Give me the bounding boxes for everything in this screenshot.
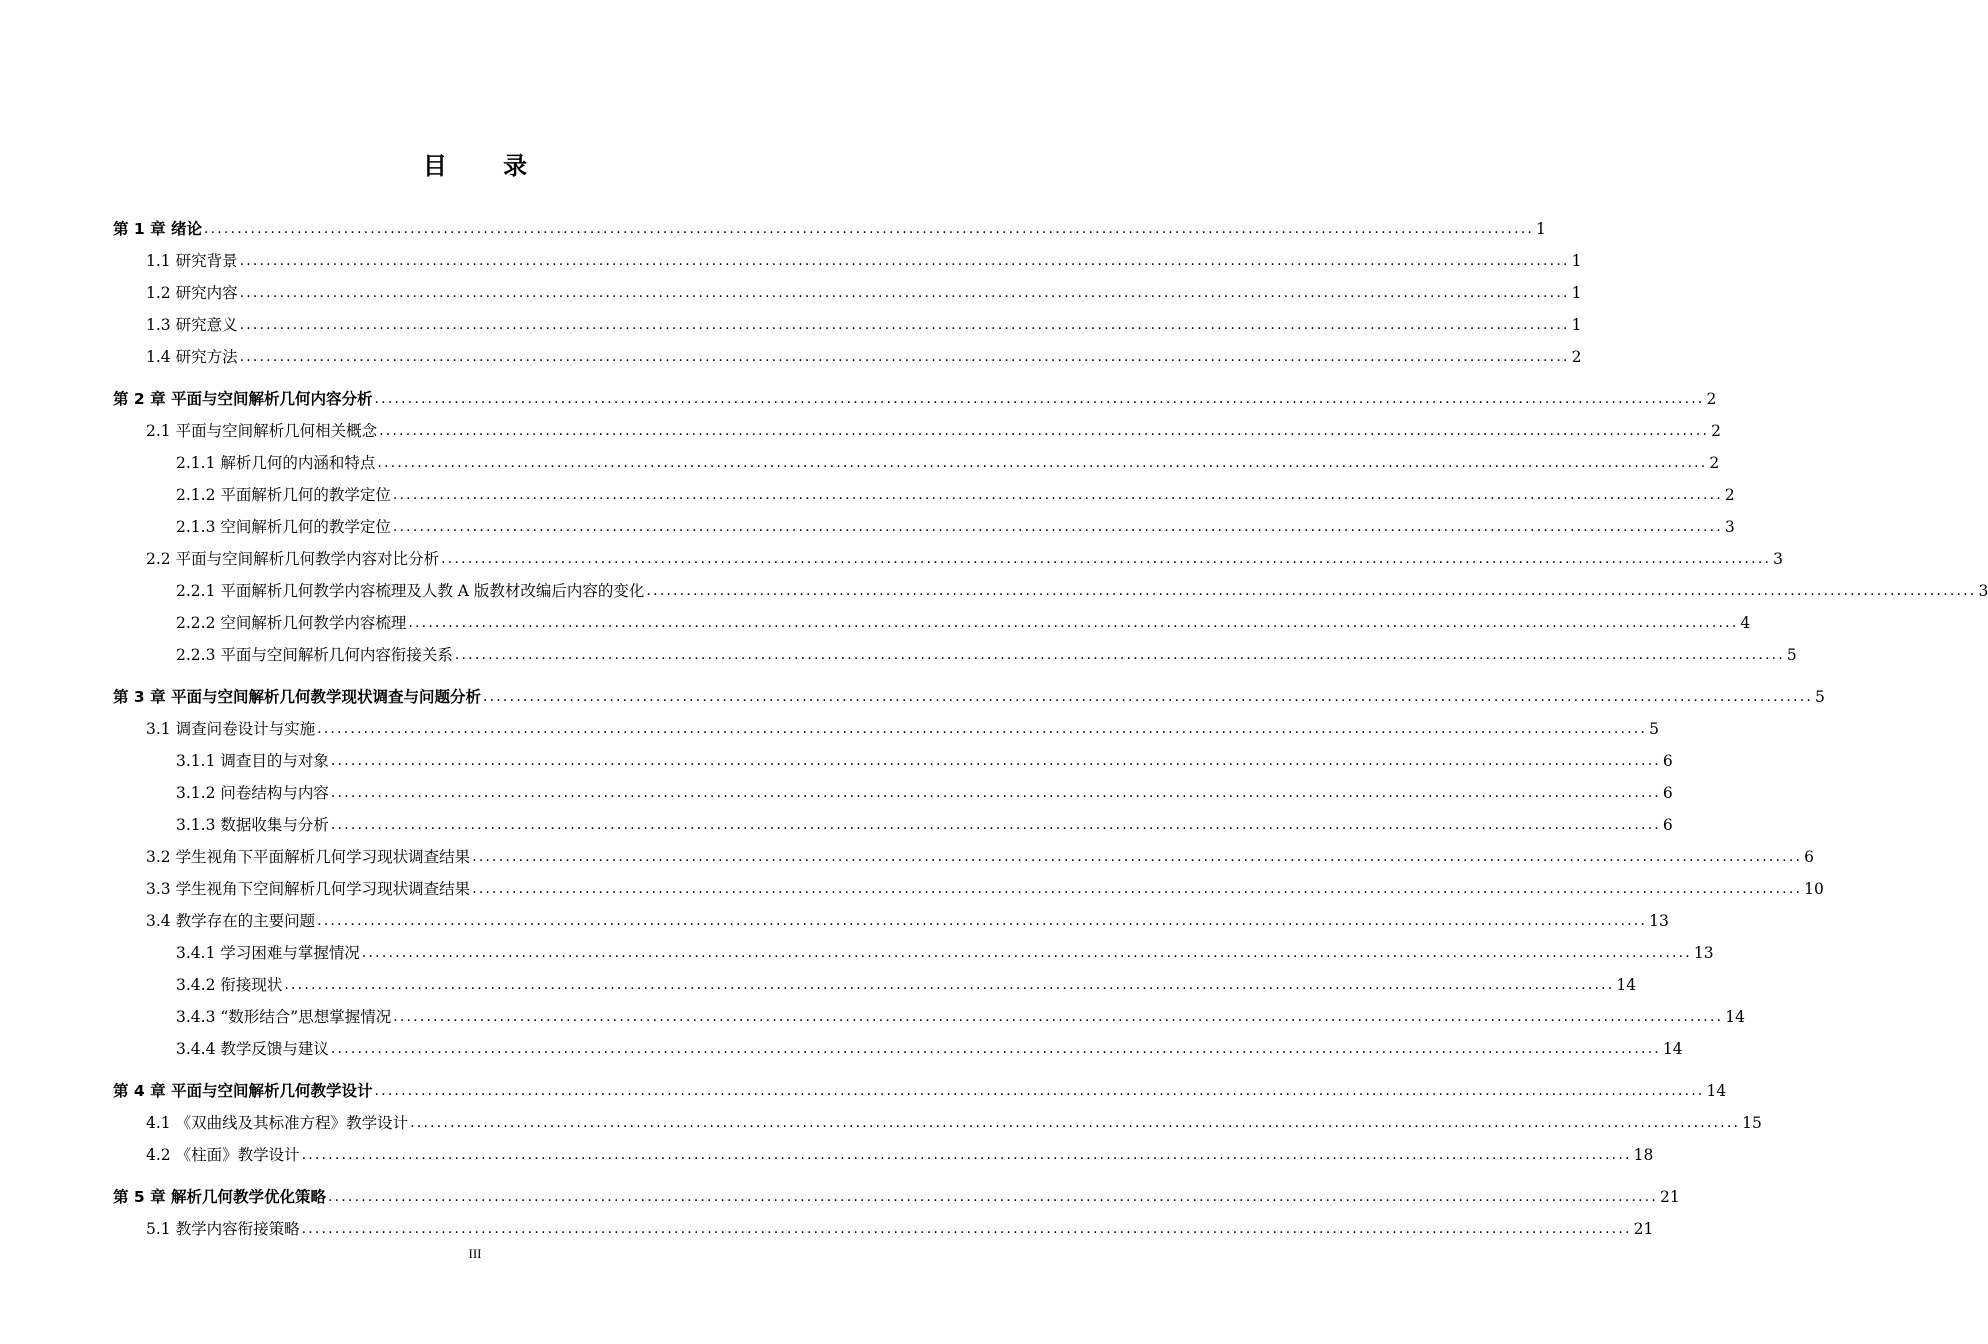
toc-page-number: 6 — [1662, 784, 1673, 802]
toc-entry-label: 1.2 研究内容 — [146, 284, 238, 302]
toc-entry[interactable] — [0, 639, 1797, 665]
toc-dot-leader: ........................................................................................................................................................................................................ — [239, 349, 1570, 365]
toc-page-number: 14 — [1616, 976, 1637, 994]
toc-dot-leader: ........................................................................................................................................................................................................ — [330, 1041, 1661, 1057]
toc-dot-leader: ........................................................................................................................................................................................................ — [646, 583, 1977, 599]
toc-entry-label: 2.2.2 空间解析几何教学内容梳理 — [176, 614, 407, 632]
toc-page-number: 15 — [1742, 1114, 1762, 1132]
toc-entry[interactable] — [0, 905, 1669, 931]
toc-page-number: 2 — [1706, 390, 1717, 408]
toc-entry-label: 3.4 教学存在的主要问题 — [146, 912, 316, 930]
toc-entry[interactable] — [0, 1213, 1654, 1239]
toc-entry[interactable] — [0, 543, 1784, 569]
toc-dot-leader: ........................................................................................................................................................................................................ — [408, 615, 1739, 631]
toc-page-number: 2 — [1711, 422, 1722, 440]
toc-entry-label: 2.1.1 解析几何的内涵和特点 — [176, 454, 376, 472]
toc-page-number: 18 — [1633, 1146, 1654, 1164]
toc-dot-leader: ........................................................................................................................................................................................................ — [239, 285, 1570, 301]
toc-dot-leader: ........................................................................................................................................................................................................ — [301, 1147, 1632, 1163]
toc-dot-leader: ........................................................................................................................................................................................................ — [330, 785, 1661, 801]
toc-entry[interactable] — [0, 245, 1582, 271]
toc-entry-label: 2.1.2 平面解析几何的教学定位 — [176, 486, 391, 504]
toc-dot-leader: ........................................................................................................................................................................................................ — [317, 721, 1648, 737]
toc-entry[interactable] — [0, 873, 1824, 899]
toc-entry[interactable] — [0, 1139, 1654, 1165]
toc-page-number: 1 — [1571, 252, 1582, 270]
toc-entry-label: 3.1.1 调查目的与对象 — [176, 752, 329, 770]
toc-entry[interactable] — [0, 1107, 1762, 1133]
toc-entry-label: 2.1 平面与空间解析几何相关概念 — [146, 422, 378, 440]
toc-dot-leader: ........................................................................................................................................................................................................ — [361, 945, 1692, 961]
toc-page-number: 1 — [1571, 284, 1582, 302]
toc-page-number: 14 — [1662, 1040, 1683, 1058]
toc-dot-leader: ........................................................................................................................................................................................................ — [379, 423, 1710, 439]
toc-entry-label: 3.2 学生视角下平面解析几何学习现状调查结果 — [146, 848, 471, 866]
toc-page-number: 5 — [1815, 688, 1825, 706]
toc-dot-leader: ........................................................................................................................................................................................................ — [454, 647, 1785, 663]
toc-entry[interactable] — [0, 809, 1673, 835]
toc-page-number: 13 — [1649, 912, 1669, 930]
toc-entry[interactable] — [0, 447, 1720, 473]
toc-dot-leader: ........................................................................................................................................................................................................ — [301, 1221, 1632, 1237]
toc-page-number: 3 — [1978, 582, 1988, 600]
toc-entry-label: 3.1.2 问卷结构与内容 — [176, 784, 329, 802]
toc-page-number: 13 — [1693, 944, 1714, 962]
toc-page-number: 6 — [1662, 816, 1673, 834]
toc-entry-label: 3.1 调查问卷设计与实施 — [146, 720, 316, 738]
toc-dot-leader: ........................................................................................................................................................................................................ — [374, 391, 1705, 407]
toc-entry[interactable] — [0, 681, 1825, 707]
toc-entry[interactable] — [0, 277, 1582, 303]
toc-dot-leader: ........................................................................................................................................................................................................ — [410, 1115, 1741, 1131]
toc-entry-label: 第 1 章 绪论 — [113, 220, 202, 238]
toc-entry[interactable] — [0, 1075, 1727, 1101]
page-title: 目 录 — [422, 152, 552, 180]
toc-dot-leader: ........................................................................................................................................................................................................ — [330, 753, 1661, 769]
toc-entry-label: 第 5 章 解析几何教学优化策略 — [113, 1188, 326, 1206]
toc-page-number: 14 — [1706, 1082, 1727, 1100]
toc-entry[interactable] — [0, 213, 1546, 239]
toc-page-number: 2 — [1724, 486, 1735, 504]
toc-dot-leader: ........................................................................................................................................................................................................ — [472, 881, 1803, 897]
toc-entry-label: 4.2 《柱面》教学设计 — [146, 1146, 300, 1164]
toc-page-number: 4 — [1740, 614, 1751, 632]
toc-dot-leader: ........................................................................................................................................................................................................ — [392, 519, 1723, 535]
toc-entry[interactable] — [0, 745, 1673, 771]
toc-entry-label: 第 3 章 平面与空间解析几何教学现状调查与问题分析 — [113, 688, 481, 706]
toc-dot-leader: ........................................................................................................................................................................................................ — [393, 1009, 1724, 1025]
toc-entry[interactable] — [0, 383, 1717, 409]
toc-dot-leader: ........................................................................................................................................................................................................ — [327, 1189, 1659, 1205]
toc-dot-leader: ........................................................................................................................................................................................................ — [441, 551, 1772, 567]
toc-dot-leader: ........................................................................................................................................................................................................ — [203, 221, 1535, 237]
toc-page-number: 21 — [1660, 1188, 1680, 1206]
toc-entry[interactable] — [0, 607, 1751, 633]
toc-entry-label: 第 4 章 平面与空间解析几何教学设计 — [113, 1082, 373, 1100]
toc-dot-leader: ........................................................................................................................................................................................................ — [284, 977, 1615, 993]
toc-entry[interactable] — [0, 1181, 1680, 1207]
toc-page-number: 3 — [1724, 518, 1735, 536]
toc-page-number: 10 — [1804, 880, 1824, 898]
toc-page-number: 6 — [1804, 848, 1815, 866]
toc-entry-label: 2.2 平面与空间解析几何教学内容对比分析 — [146, 550, 440, 568]
toc-dot-leader: ........................................................................................................................................................................................................ — [239, 317, 1570, 333]
toc-dot-leader: ........................................................................................................................................................................................................ — [239, 253, 1570, 269]
toc-entry-label: 2.2.1 平面解析几何教学内容梳理及人教 A 版教材改编后内容的变化 — [176, 582, 645, 600]
toc-entry[interactable] — [0, 1033, 1683, 1059]
toc-entry-label: 3.4.3 “数形结合”思想掌握情况 — [176, 1008, 392, 1026]
toc-dot-leader: ........................................................................................................................................................................................................ — [392, 487, 1723, 503]
toc-entry[interactable] — [0, 969, 1637, 995]
toc-entry-label: 3.4.2 衔接现状 — [176, 976, 283, 994]
toc-entry-label: 第 2 章 平面与空间解析几何内容分析 — [113, 390, 373, 408]
toc-entry[interactable] — [0, 511, 1735, 537]
toc-entry-label: 2.2.3 平面与空间解析几何内容衔接关系 — [176, 646, 453, 664]
toc-entry-label: 4.1 《双曲线及其标准方程》教学设计 — [146, 1114, 409, 1132]
toc-page-number: 5 — [1649, 720, 1659, 738]
toc-entry-label: 1.4 研究方法 — [146, 348, 238, 366]
toc-page-number: 3 — [1773, 550, 1784, 568]
toc-entry-label: 5.1 教学内容衔接策略 — [146, 1220, 300, 1238]
toc-page-number: 1 — [1571, 316, 1582, 334]
toc-entry-label: 2.1.3 空间解析几何的教学定位 — [176, 518, 391, 536]
toc-entry-label: 1.3 研究意义 — [146, 316, 238, 334]
toc-page-number: 5 — [1786, 646, 1797, 664]
toc-entry[interactable] — [0, 777, 1673, 803]
toc-entry[interactable] — [0, 575, 1988, 601]
toc-entry-label: 3.3 学生视角下空间解析几何学习现状调查结果 — [146, 880, 471, 898]
toc-page-number: 21 — [1633, 1220, 1654, 1238]
toc-entry[interactable] — [0, 713, 1659, 739]
toc-entry[interactable] — [0, 309, 1582, 335]
toc-entry-label: 3.1.3 数据收集与分析 — [176, 816, 329, 834]
toc-page-number: 1 — [1536, 220, 1546, 238]
toc-dot-leader: ........................................................................................................................................................................................................ — [330, 817, 1661, 833]
toc-entry[interactable] — [0, 1001, 1745, 1027]
toc-entry[interactable] — [0, 841, 1815, 867]
toc-page-number: 2 — [1709, 454, 1720, 472]
toc-page-number: 2 — [1571, 348, 1582, 366]
toc-page-number: 6 — [1662, 752, 1673, 770]
toc-dot-leader: ........................................................................................................................................................................................................ — [472, 849, 1803, 865]
toc-entry-label: 3.4.4 教学反馈与建议 — [176, 1040, 329, 1058]
toc-entry[interactable] — [0, 479, 1735, 505]
toc-entry-label: 3.4.1 学习困难与掌握情况 — [176, 944, 360, 962]
toc-entry-label: 1.1 研究背景 — [146, 252, 238, 270]
toc-entry[interactable] — [0, 415, 1722, 441]
toc-entry[interactable] — [0, 341, 1582, 367]
toc-entry[interactable] — [0, 937, 1714, 963]
toc-dot-leader: ........................................................................................................................................................................................................ — [482, 689, 1814, 705]
page-number: III — [468, 1246, 482, 1261]
toc-dot-leader: ........................................................................................................................................................................................................ — [317, 913, 1648, 929]
toc-page-number: 14 — [1725, 1008, 1745, 1026]
toc-dot-leader: ........................................................................................................................................................................................................ — [377, 455, 1708, 471]
toc-dot-leader: ........................................................................................................................................................................................................ — [374, 1083, 1705, 1099]
